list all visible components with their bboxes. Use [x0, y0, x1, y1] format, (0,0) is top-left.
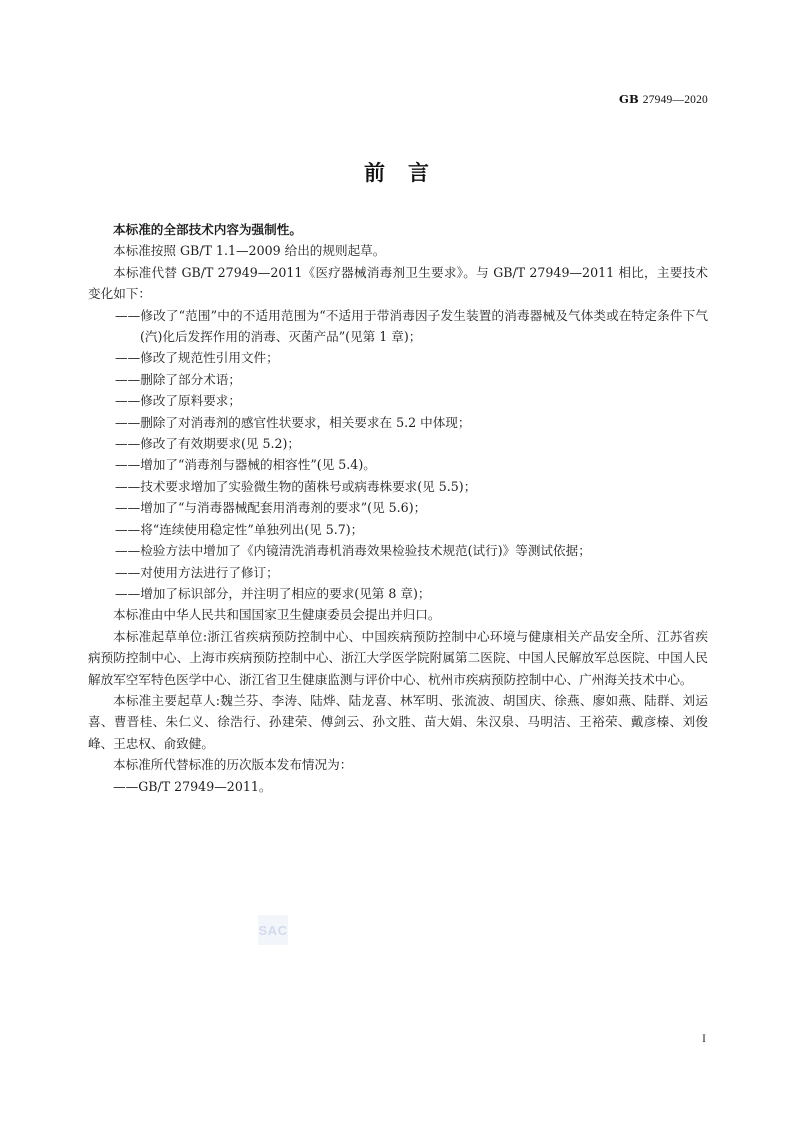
change-item: ——增加了标识部分，并注明了相应的要求(见第 8 章)；: [115, 585, 431, 601]
change-item: ——修改了“范围”中的不适用范围为“不适用于带消毒因子发生装置的消毒器械及气体类或在特定条件下气(汽)化后发挥作用的消毒、灭菌产品”(见第 1 章)；: [115, 307, 708, 345]
change-item: ——将“连续使用稳定性”单独列出(见 5.7)；: [115, 521, 364, 537]
standard-number: 27949—2020: [642, 94, 708, 106]
page-number: I: [702, 1031, 706, 1045]
replaces-statement: 本标准代替 GB/T 27949—2011《医疗器械消毒剂卫生要求》。与 GB/T 27949—2011 相比，主要技术变化如下：: [88, 264, 708, 302]
drafting-rule: 本标准按照 GB/T 1.1—2009 给出的规则起草。: [113, 243, 386, 259]
running-header: [619, 92, 708, 106]
change-item: ——修改了规范性引用文件；: [115, 350, 279, 366]
change-item: ——增加了“消毒剂与器械的相容性”(见 5.4)。: [115, 457, 376, 473]
page-title: 前 言: [364, 160, 430, 185]
main-drafters-statement: 本标准主要起草人:魏兰芬、李涛、陆烨、陆龙喜、林军明、张流波、胡国庆、徐燕、廖如燕、陆群、刘运喜、曹晋桂、朱仁义、徐浩行、孙建荣、傅剑云、孙文胜、苗大娟、朱汉泉、马明洁、王裕荣、戴彦榛、刘俊峰、王忠权、俞致健。: [88, 692, 708, 751]
standard-prefix: GB: [618, 92, 639, 106]
change-item: ——修改了原料要求；: [115, 393, 241, 409]
change-item: ——检验方法中增加了《内镜清洗消毒机消毒效果检验技术规范(试行)》等测试依据；: [115, 543, 591, 559]
mandatory-note: 本标准的全部技术内容为强制性。: [113, 222, 302, 237]
foreword-body: [88, 219, 708, 797]
history-intro: 本标准所代替标准的历次版本发布情况为：: [113, 757, 353, 773]
history-item: ——GB/T 27949—2011。: [113, 778, 272, 794]
sac-watermark-logo: SAC: [258, 915, 288, 945]
change-item: ——增加了“与消毒器械配套用消毒剂的要求”(见 5.6)；: [115, 500, 427, 516]
change-item: ——技术要求增加了实验微生物的菌株号或病毒株要求(见 5.5)；: [115, 478, 477, 494]
change-item: ——删除了部分术语；: [115, 371, 241, 387]
drafting-units-statement: 本标准起草单位:浙江省疾病预防控制中心、中国疾病预防控制中心环境与健康相关产品安全所、江苏省疾病预防控制中心、上海市疾病预防控制中心、浙江大学医学院附属第二医院、中国人民解放军总医院、中国人民解放军空军特色医学中心、浙江省卫生健康监测与评价中心、杭州市疾病预防控制中心、广州海关技术中心。: [88, 628, 708, 687]
change-item: ——对使用方法进行了修订；: [115, 564, 279, 580]
change-item: ——删除了对消毒剂的感官性状要求，相关要求在 5.2 中体现；: [115, 414, 471, 430]
proposed-by-statement: 本标准由中华人民共和国国家卫生健康委员会提出并归口。: [113, 607, 441, 623]
change-item: ——修改了有效期要求(见 5.2)；: [115, 436, 300, 452]
